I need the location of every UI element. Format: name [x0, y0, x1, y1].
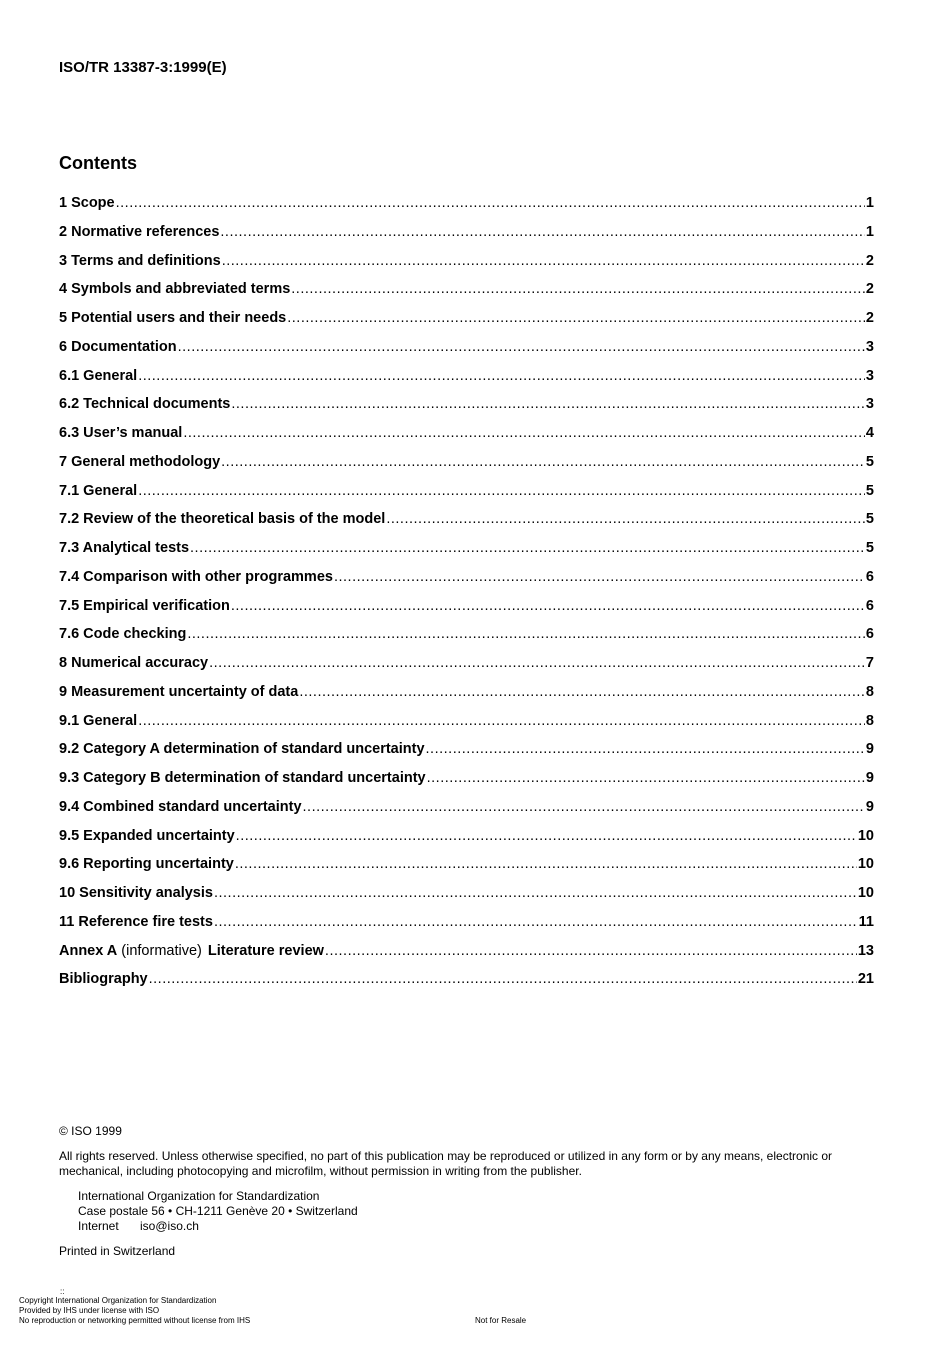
contents-title: Contents: [59, 153, 137, 173]
toc-entry-bibliography[interactable]: [59, 971, 874, 1000]
toc-leader-dots: [209, 655, 865, 671]
toc-entry-label: 7.2 Review of the theoretical basis of the model: [59, 511, 386, 528]
toc-leader-dots: [222, 253, 865, 269]
footer-line-3: No reproduction or networking permitted without license from IHS: [19, 1316, 251, 1325]
toc-entry-page: 7: [865, 655, 874, 671]
toc-leader-dots: [183, 425, 865, 441]
toc-entry-label: 7.4 Comparison with other programmes: [59, 568, 333, 585]
toc-leader-dots: [190, 540, 865, 556]
toc-leader-dots: [287, 310, 865, 326]
toc-entry[interactable]: [59, 569, 874, 598]
toc-entry-label: 4 Symbols and abbreviated terms: [59, 281, 291, 298]
toc-leader-dots: [231, 598, 865, 614]
annex-prefix: Annex A: [59, 942, 118, 959]
toc-entry-page: 1: [865, 195, 874, 211]
toc-entry-page: 13: [857, 942, 874, 959]
internet-contact: [78, 1219, 879, 1234]
publisher-address: [59, 1189, 879, 1234]
toc-leader-dots: [236, 828, 857, 844]
toc-entry-label: 9.5 Expanded uncertainty: [59, 827, 235, 844]
toc-entry-label: 9 Measurement uncertainty of data: [59, 683, 299, 700]
toc-leader-dots: [138, 368, 865, 384]
toc-entry-label: 9.1 General: [59, 712, 138, 729]
rights-statement: All rights reserved. Unless otherwise specified, no part of this publication may be reproduced or utilized in any form or by any means, electronic or mechanical, including photocopying and microfilm, without permission in writing from the publisher.: [59, 1149, 833, 1178]
toc-leader-dots: [178, 339, 865, 355]
toc-entry-page: 11: [858, 913, 874, 930]
toc-entry[interactable]: [59, 713, 874, 742]
toc-entry-label: 6.1 General: [59, 367, 138, 384]
copyright-block: [59, 1124, 879, 1259]
toc-leader-dots: [138, 713, 865, 729]
toc-entry[interactable]: [59, 914, 874, 943]
toc-entry[interactable]: [59, 310, 874, 339]
toc-leader-dots: [116, 195, 865, 211]
toc-entry-page: 3: [865, 338, 874, 355]
toc-entry[interactable]: [59, 511, 874, 540]
footer-line-1: Copyright International Organization for Standardization: [19, 1296, 217, 1305]
toc-leader-dots: [291, 281, 865, 297]
toc-leader-dots: [187, 626, 865, 642]
toc-entry-label: 8 Numerical accuracy: [59, 655, 209, 671]
toc-entry-label: 9.2 Category A determination of standard uncertainty: [59, 741, 425, 758]
toc-entry-page: 5: [865, 540, 874, 556]
toc-entry-label: 9.3 Category B determination of standard uncertainty: [59, 770, 426, 786]
toc-entry[interactable]: [59, 885, 874, 914]
toc-entry-page: 3: [865, 396, 874, 413]
toc-entry-page: 21: [857, 971, 874, 988]
toc-entry-label: 9.4 Combined standard uncertainty: [59, 798, 302, 815]
toc-entry-page: 5: [865, 453, 874, 470]
toc-entry[interactable]: [59, 741, 874, 770]
toc-entry[interactable]: [59, 799, 874, 828]
table-of-contents: [59, 195, 874, 1000]
toc-entry[interactable]: [59, 598, 874, 627]
toc-leader-dots: [214, 914, 858, 930]
internet-value: iso@iso.ch: [140, 1219, 199, 1233]
toc-entry-label: 7.3 Analytical tests: [59, 540, 190, 556]
toc-entry-page: 8: [865, 712, 874, 729]
toc-entry[interactable]: [59, 655, 874, 684]
toc-entry[interactable]: [59, 770, 874, 799]
toc-entry-label: 3 Terms and definitions: [59, 252, 221, 269]
toc-leader-dots: [325, 943, 857, 959]
toc-entry-label: 5 Potential users and their needs: [59, 310, 287, 326]
toc-entry-page: 10: [857, 885, 874, 901]
toc-entry[interactable]: [59, 339, 874, 368]
toc-entry-label: 6.3 User’s manual: [59, 425, 183, 441]
toc-entry[interactable]: [59, 684, 874, 713]
annex-label: [59, 943, 324, 959]
annex-informative: (informative): [121, 942, 202, 959]
toc-entry-page: 6: [865, 626, 874, 643]
toc-entry-label: 9.6 Reporting uncertainty: [59, 856, 234, 873]
toc-entry-page: 8: [865, 683, 874, 700]
toc-entry[interactable]: [59, 396, 874, 425]
internet-label: Internet: [78, 1219, 119, 1233]
toc-entry-page: 9: [865, 741, 874, 758]
toc-leader-dots: [220, 224, 865, 240]
toc-entry-annex-a[interactable]: [59, 943, 874, 972]
toc-leader-dots: [149, 971, 857, 987]
toc-entry-page: 6: [865, 597, 874, 614]
toc-entry-label: 7.5 Empirical verification: [59, 597, 230, 614]
toc-leader-dots: [214, 885, 857, 901]
toc-entry-label: 11 Reference fire tests: [59, 913, 213, 930]
toc-entry-page: 10: [857, 827, 874, 844]
toc-entry-label: Bibliography: [59, 971, 148, 988]
toc-entry[interactable]: [59, 454, 874, 483]
toc-entry-page: 2: [865, 310, 874, 326]
toc-entry-label: 7.6 Code checking: [59, 626, 187, 643]
toc-leader-dots: [427, 770, 865, 786]
toc-entry-label: 7.1 General: [59, 482, 138, 499]
footer-line-2: Provided by IHS under license with ISO: [19, 1306, 160, 1315]
toc-leader-dots: [231, 396, 865, 412]
toc-entry-label: 7 General methodology: [59, 453, 221, 470]
toc-leader-dots: [221, 454, 865, 470]
toc-leader-dots: [334, 569, 865, 585]
toc-entry[interactable]: [59, 856, 874, 885]
toc-entry-page: 9: [865, 798, 874, 815]
postal-address: Case postale 56 • CH-1211 Genève 20 • Switzerland: [78, 1204, 358, 1218]
toc-leader-dots: [386, 511, 865, 527]
toc-leader-dots: [299, 684, 865, 700]
toc-entry-label: 1 Scope: [59, 195, 115, 211]
toc-entry-page: 10: [857, 856, 874, 873]
toc-entry-page: 2: [865, 281, 874, 298]
footer-mark: ::: [60, 1287, 65, 1296]
toc-leader-dots: [235, 856, 857, 872]
copyright-line: © ISO 1999: [59, 1124, 122, 1138]
toc-leader-dots: [303, 799, 865, 815]
toc-entry[interactable]: [59, 281, 874, 310]
toc-entry[interactable]: [59, 195, 874, 224]
toc-entry-page: 4: [865, 425, 874, 441]
toc-entry-page: 1: [865, 223, 874, 240]
toc-entry[interactable]: [59, 253, 874, 282]
toc-leader-dots: [426, 741, 865, 757]
toc-entry-label: 10 Sensitivity analysis: [59, 885, 213, 901]
toc-entry-page: 9: [865, 770, 874, 786]
document-id: ISO/TR 13387-3:1999(E): [59, 59, 227, 76]
toc-entry[interactable]: [59, 368, 874, 397]
license-footer: [19, 1296, 250, 1326]
toc-entry-page: 2: [865, 252, 874, 269]
toc-entry-page: 6: [865, 568, 874, 585]
toc-entry-label: 6 Documentation: [59, 338, 177, 355]
toc-leader-dots: [138, 483, 865, 499]
toc-entry[interactable]: [59, 425, 874, 454]
toc-entry[interactable]: [59, 483, 874, 512]
not-for-resale: Not for Resale: [475, 1316, 527, 1325]
toc-entry-page: 5: [865, 482, 874, 499]
toc-entry-page: 5: [865, 511, 874, 528]
toc-entry[interactable]: [59, 626, 874, 655]
printed-in: Printed in Switzerland: [59, 1244, 176, 1258]
toc-entry-label: 2 Normative references: [59, 223, 220, 240]
toc-entry-label: 6.2 Technical documents: [59, 396, 231, 413]
annex-title: Literature review: [207, 942, 324, 959]
toc-entry-page: 3: [865, 367, 874, 384]
toc-entry[interactable]: [59, 828, 874, 857]
toc-entry[interactable]: [59, 224, 874, 253]
publisher-name: International Organization for Standardization: [78, 1189, 320, 1203]
toc-entry[interactable]: [59, 540, 874, 569]
